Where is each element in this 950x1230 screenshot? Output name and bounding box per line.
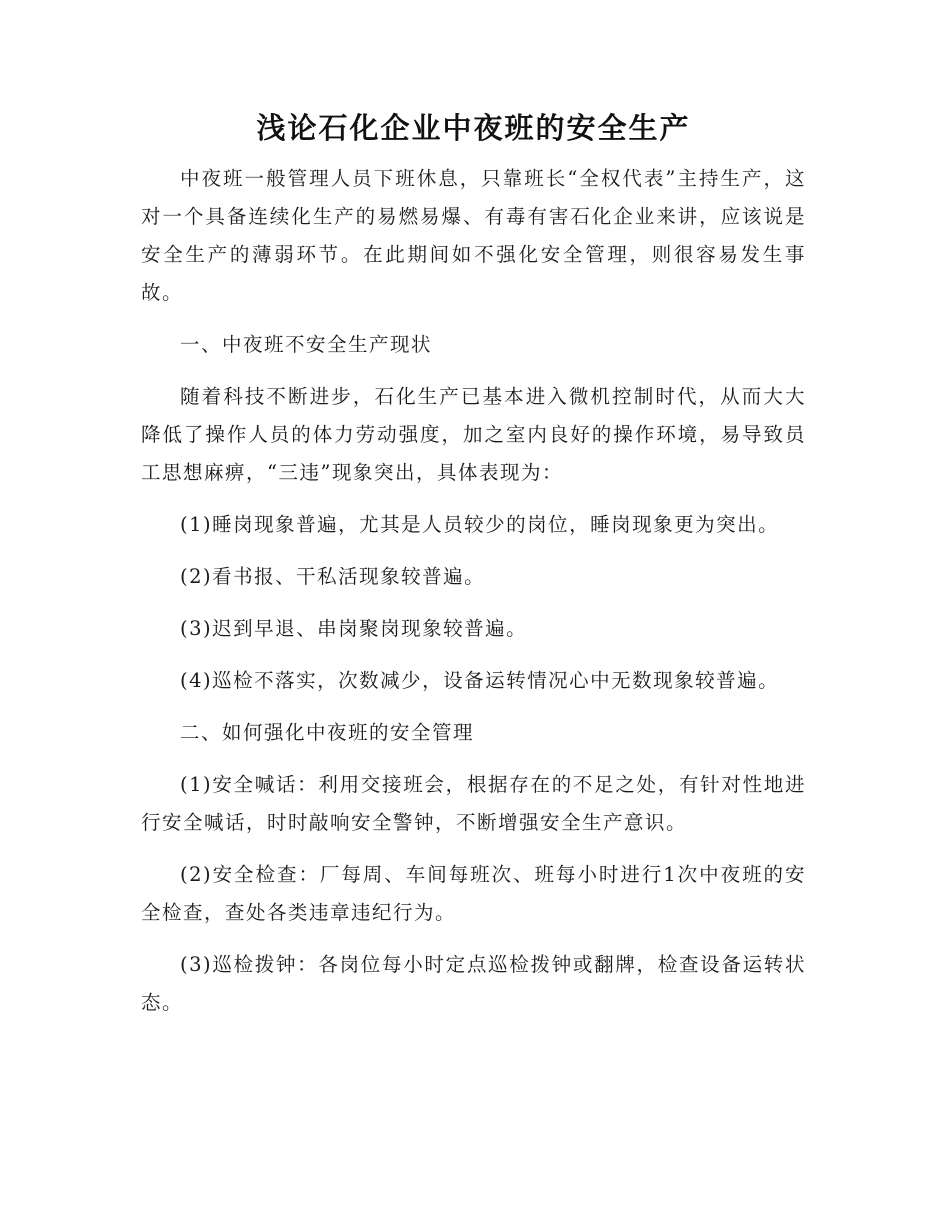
document-body: [141, 108, 806, 1036]
list-item: (3)迟到早退、串岗聚岗现象较普遍。: [180, 617, 528, 640]
intro-paragraph: 中夜班一般管理人员下班休息，只靠班长“全权代表”主持生产，这对一个具备连续化生产的易燃易爆、有毒有害石化企业来讲，应该说是安全生产的薄弱环节。在此期间如不强化安全管理，则很容易发生事故。: [141, 167, 806, 304]
list-item: (2)安全检查：厂每周、车间每班次、班每小时进行1次中夜班的安全检查，查处各类违章违纪行为。: [141, 863, 806, 924]
section-1-paragraph: 随着科技不断进步，石化生产已基本进入微机控制时代，从而大大降低了操作人员的体力劳动强度，加之室内良好的操作环境，易导致员工思想麻痹，“三违”现象突出，具体表现为：: [141, 385, 806, 484]
section-heading-2: 二、如何强化中夜班的安全管理: [180, 721, 475, 744]
document-title: 浅论石化企业中夜班的安全生产: [256, 111, 691, 145]
list-item: (1)安全喊话：利用交接班会，根据存在的不足之处，有针对性地进行安全喊话，时时敲响安全警钟，不断增强安全生产意识。: [141, 773, 806, 834]
list-item: (2)看书报、干私活现象较普遍。: [180, 565, 486, 588]
list-item: (1)睡岗现象普遍，尤其是人员较少的岗位，睡岗现象更为突出。: [180, 513, 780, 536]
list-item: (3)巡检拨钟：各岗位每小时定点巡检拨钟或翻牌，检查设备运转状态。: [141, 953, 806, 1014]
section-heading-1: 一、中夜班不安全生产现状: [180, 333, 433, 356]
list-item: (4)巡检不落实，次数减少，设备运转情况心中无数现象较普遍。: [180, 669, 780, 692]
